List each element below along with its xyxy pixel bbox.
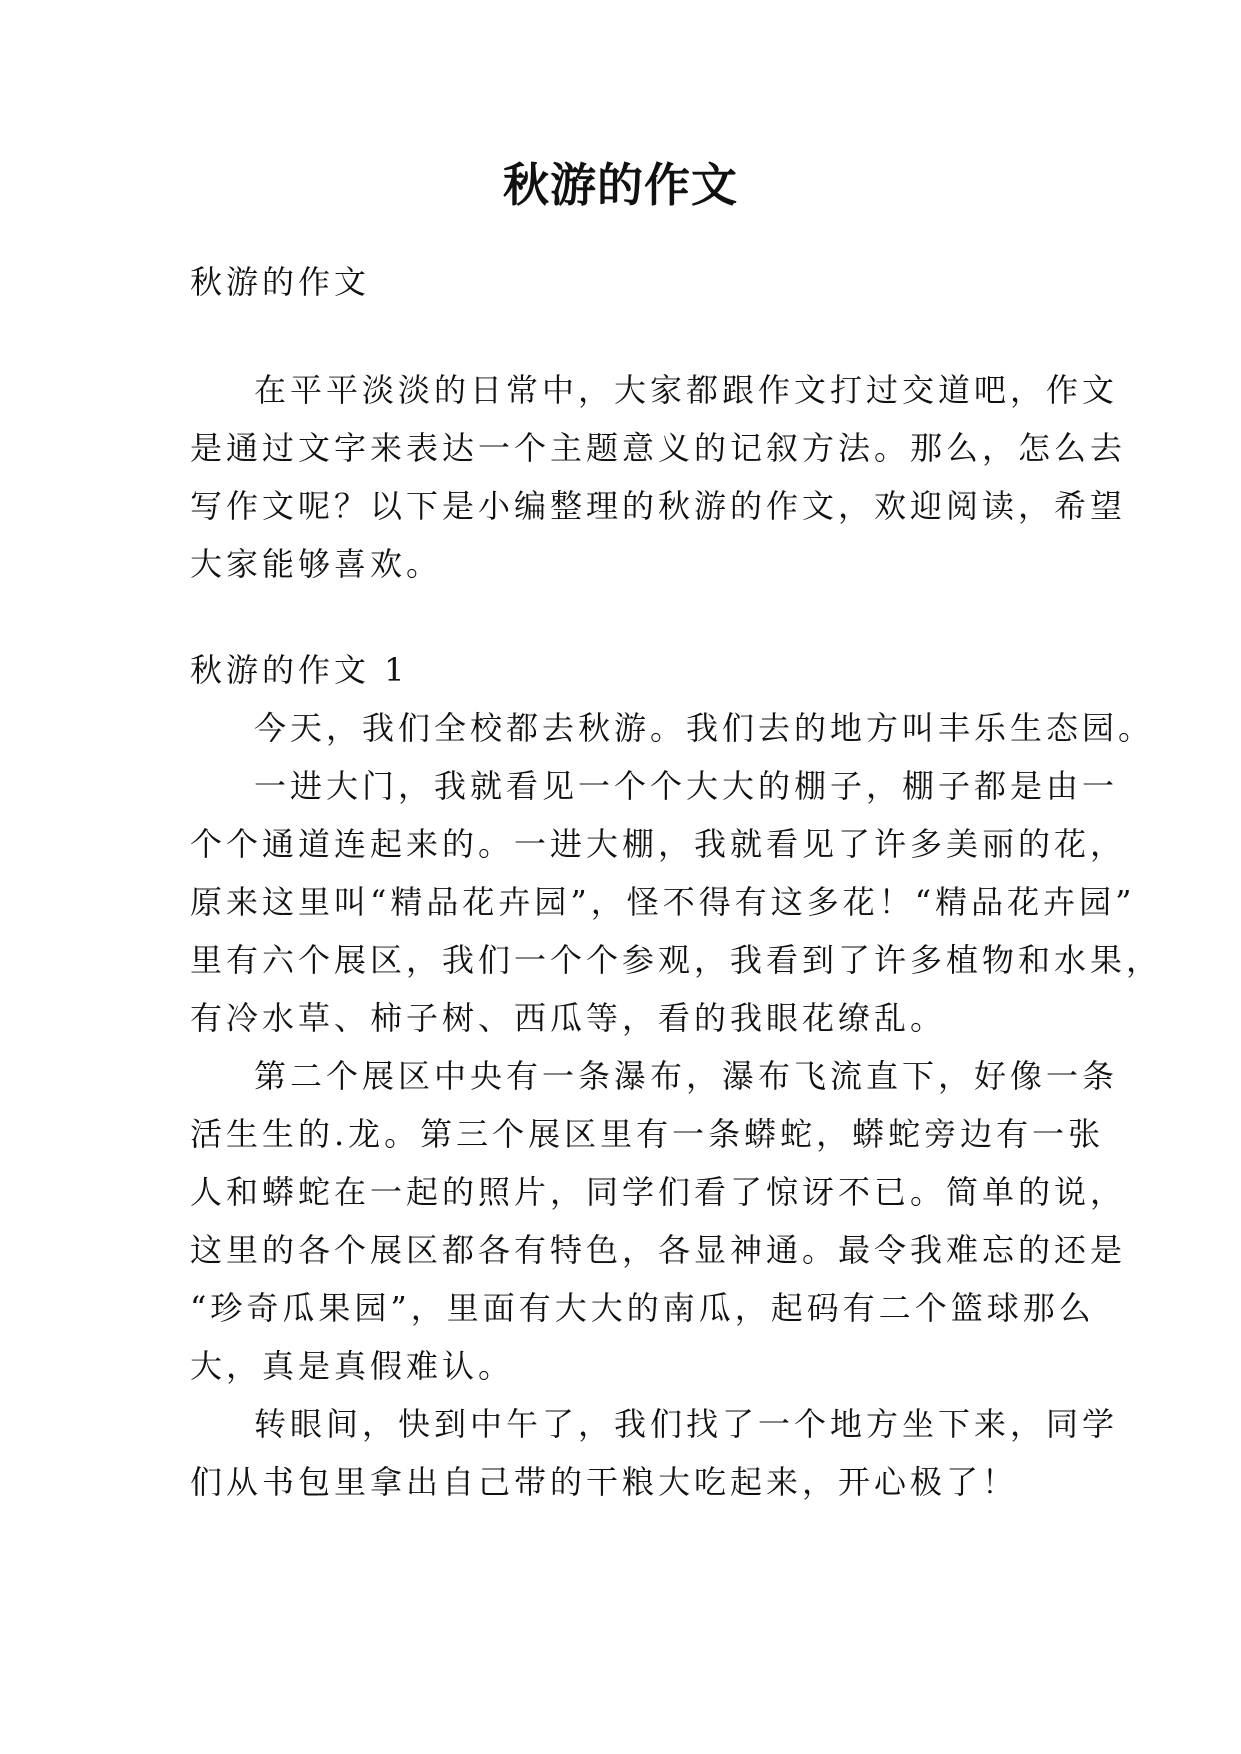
body-line: 活生生的.龙。第三个展区里有一条蟒蛇，蟒蛇旁边有一张 xyxy=(190,1115,1105,1153)
body-line: 个个通道连起来的。一进大棚，我就看见了许多美丽的花， xyxy=(190,825,1127,863)
body-line: 人和蟒蛇在一起的照片，同学们看了惊讶不已。简单的说， xyxy=(190,1173,1127,1211)
body-line: “珍奇瓜果园”，里面有大大的南瓜，起码有二个篮球那么 xyxy=(190,1289,1095,1327)
body-line: 原来这里叫“精品花卉园”，怪不得有这多花！“精品花卉园” xyxy=(190,883,1136,921)
intro-line: 是通过文字来表达一个主题意义的记叙方法。那么，怎么去 xyxy=(190,429,1127,467)
body-line: 这里的各个展区都各有特色，各显神通。最令我难忘的还是 xyxy=(190,1231,1127,1269)
body-line: 第二个展区中央有一条瀑布，瀑布飞流直下，好像一条 xyxy=(254,1057,1119,1095)
intro-line: 大家能够喜欢。 xyxy=(190,545,443,583)
intro-line: 在平平淡淡的日常中，大家都跟作文打过交道吧，作文 xyxy=(254,371,1119,409)
body-line: 们从书包里拿出自己带的干粮大吃起来，开心极了！ xyxy=(190,1463,1019,1501)
document-subtitle: 秋游的作文 xyxy=(190,263,371,301)
intro-line: 写作文呢？以下是小编整理的秋游的作文，欢迎阅读，希望 xyxy=(190,487,1127,525)
body-line: 转眼间，快到中午了，我们找了一个地方坐下来，同学 xyxy=(254,1405,1119,1443)
body-line: 有冷水草、柿子树、西瓜等，看的我眼花缭乱。 xyxy=(190,999,947,1037)
body-line: 一进大门，我就看见一个个大大的棚子，棚子都是由一 xyxy=(254,767,1119,805)
body-line: 里有六个展区，我们一个个参观，我看到了许多植物和水果， xyxy=(190,941,1163,979)
body-line: 大，真是真假难认。 xyxy=(190,1347,515,1385)
document-title: 秋游的作文 xyxy=(503,158,738,212)
body-line: 今天，我们全校都去秋游。我们去的地方叫丰乐生态园。 xyxy=(254,709,1155,747)
section-heading: 秋游的作文 1 xyxy=(190,651,409,689)
